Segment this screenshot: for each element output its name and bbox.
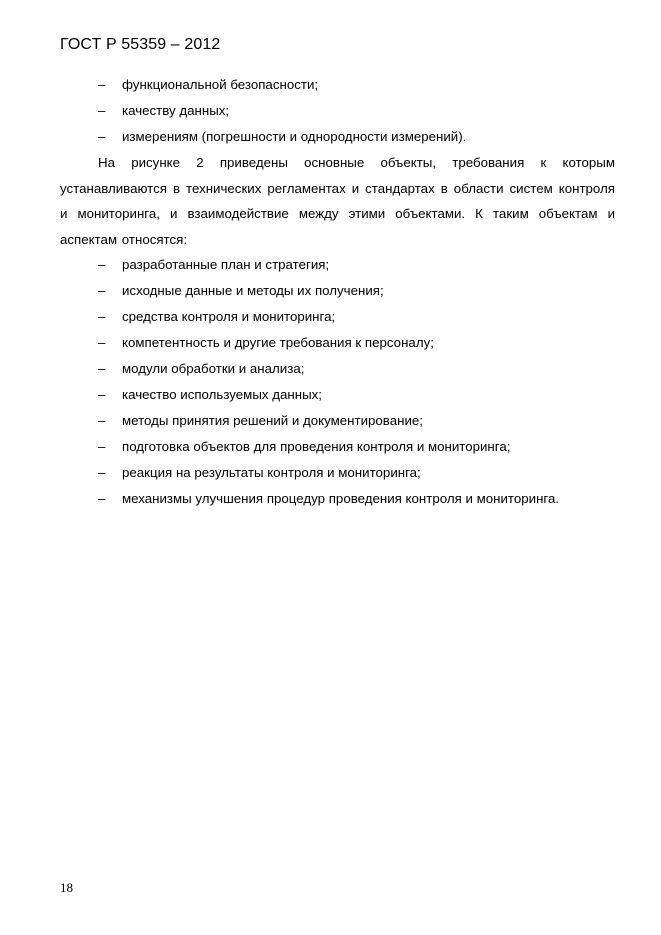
list-item	[60, 304, 615, 330]
list-item-text: модули обработки и анализа;	[122, 361, 305, 376]
list-item	[60, 408, 615, 434]
aspects-list	[60, 252, 615, 512]
list-item-text: качеству данных;	[122, 103, 230, 118]
list-dash: –	[98, 361, 106, 376]
list-item-text: компетентность и другие требования к персоналу;	[122, 335, 434, 350]
list-item-text: реакция на результаты контроля и мониторинга;	[122, 465, 421, 480]
list-item-text: механизмы улучшения процедур проведения контроля и мониторинга.	[122, 491, 560, 506]
list-item-text: подготовка объектов для проведения контроля и мониторинга;	[122, 439, 511, 454]
body-paragraph: На рисунке 2 приведены основные объекты, требования к которым устанавливаются в технических регламентах и стандартах в области систем контроля и мониторинга, и взаимодействие между этими объектами. К таким объектам и аспектам относятся:	[60, 155, 615, 247]
intro-list	[60, 72, 615, 150]
list-item	[60, 382, 615, 408]
list-dash: –	[98, 387, 106, 402]
page-content	[60, 72, 615, 512]
list-dash: –	[98, 77, 106, 92]
list-item-text: разработанные план и стратегия;	[122, 257, 330, 272]
list-item	[60, 124, 615, 150]
list-item-text: методы принятия решений и документирование;	[122, 413, 423, 428]
list-item-text: исходные данные и методы их получения;	[122, 283, 384, 298]
list-item-text: функциональной безопасности;	[122, 77, 319, 92]
list-dash: –	[98, 129, 106, 144]
list-item	[60, 356, 615, 382]
list-dash: –	[98, 283, 106, 298]
list-dash: –	[98, 103, 106, 118]
document-code-header: ГОСТ Р 55359 – 2012	[60, 36, 221, 53]
list-dash: –	[98, 257, 106, 272]
list-item	[60, 434, 615, 460]
list-item	[60, 252, 615, 278]
list-item	[60, 98, 615, 124]
list-item	[60, 460, 615, 486]
list-item	[60, 72, 615, 98]
list-item-text: средства контроля и мониторинга;	[122, 309, 336, 324]
list-dash: –	[98, 491, 106, 506]
list-dash: –	[98, 413, 106, 428]
list-dash: –	[98, 335, 106, 350]
list-dash: –	[98, 465, 106, 480]
list-item-text: качество используемых данных;	[122, 387, 322, 402]
list-item	[60, 278, 615, 304]
list-dash: –	[98, 439, 106, 454]
list-item	[60, 330, 615, 356]
page-number: 18	[60, 880, 73, 895]
list-item	[60, 486, 615, 512]
list-item-text: измерениям (погрешности и однородности измерений).	[122, 129, 467, 144]
list-dash: –	[98, 309, 106, 324]
